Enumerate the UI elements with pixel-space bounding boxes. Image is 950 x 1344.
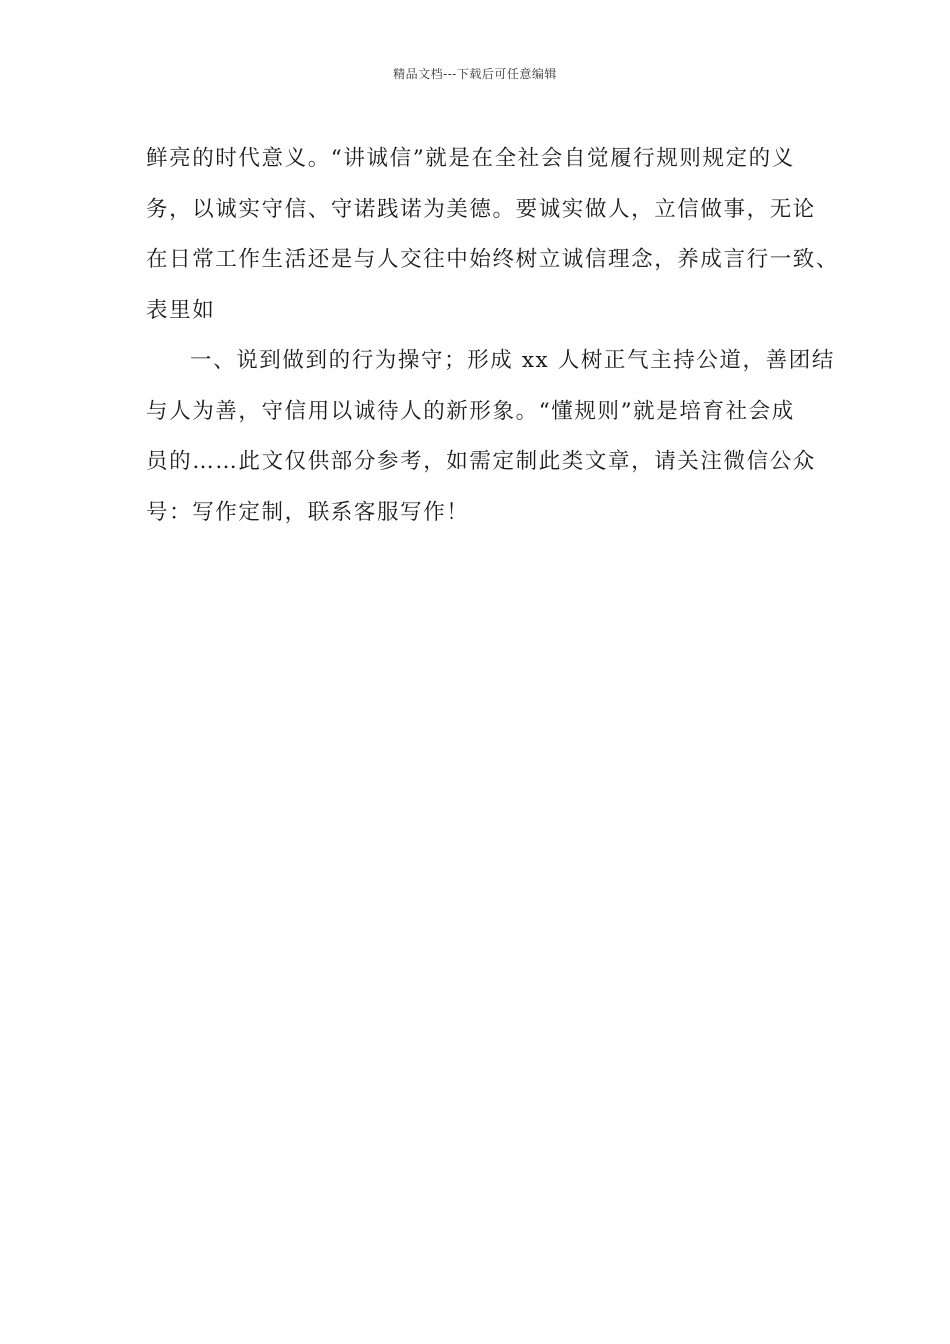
text-line: 鲜亮的时代意义。“讲诚信”就是在全社会自觉履行规则规定的义 <box>146 146 795 171</box>
page-header: 精品文档---下载后可任意编辑 <box>393 67 557 81</box>
text-line: 号：写作定制，联系客服写作！ <box>146 499 470 525</box>
paragraph-2 <box>146 336 835 538</box>
text-line: 在日常工作生活还是与人交往中始终树立诚信理念，养成言行一致、 <box>146 247 840 272</box>
text-line: 与人为善，守信用以诚待人的新形象。“懂规则”就是培育社会成 <box>146 398 795 424</box>
paragraph-1 <box>146 134 840 336</box>
text-line: 员的……此文仅供部分参考，如需定制此类文章，请关注微信公众 <box>146 449 816 474</box>
text-line: 务，以诚实守信、守诺践诺为美德。要诚实做人，立信做事，无论 <box>146 196 816 222</box>
text-line: 表里如 <box>146 297 216 323</box>
document-body <box>146 134 840 538</box>
text-line: 一、说到做到的行为操守；形成 xx 人树正气主持公道，善团结 <box>190 348 835 373</box>
